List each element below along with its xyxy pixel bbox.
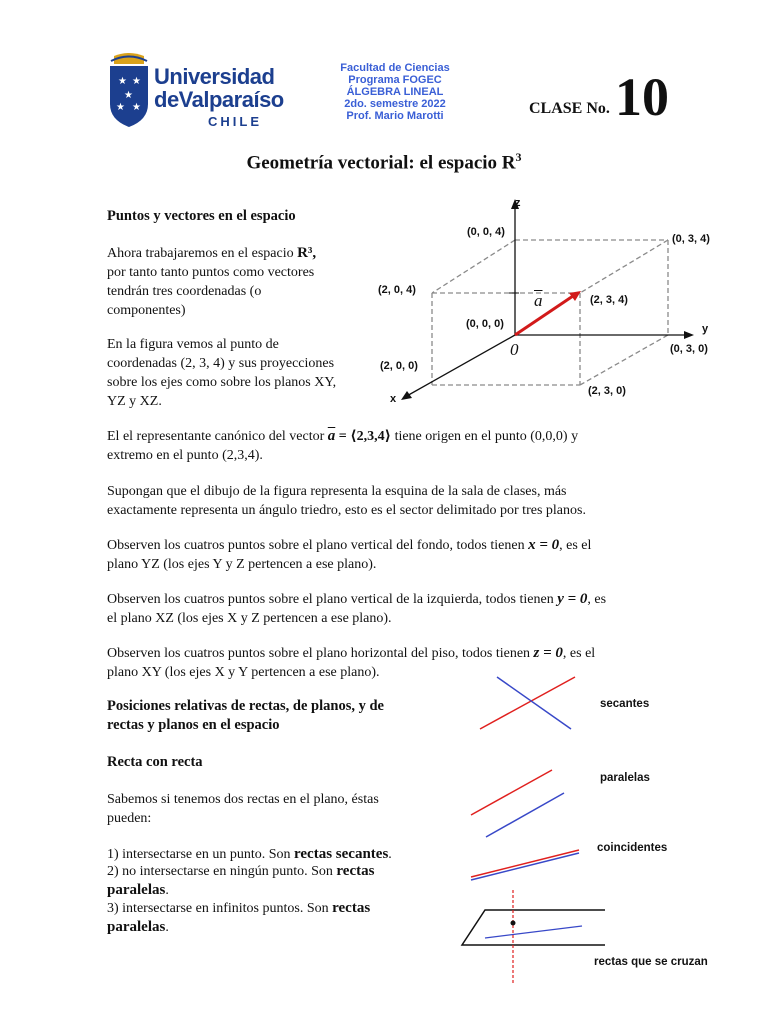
paragraph-intro: Ahora trabajaremos en el espacio R³, por tanto tanto puntos como vectores tendrán tres coordenadas (o componentes) — [107, 245, 317, 318]
section-heading: Posiciones relativas de rectas, de planos, y de rectas y planos en el espacio — [107, 698, 384, 733]
axis-y-label: y — [702, 323, 709, 335]
faculty-line: ÁLGEBRA LINEAL — [346, 86, 444, 98]
plane-shape — [462, 910, 605, 945]
svg-text:★: ★ — [124, 90, 133, 101]
paragraph-canonical: El el representante canónico del vector $\overline{a}$ = ⟨2,3,4⟩ tiene origen en el punto (0,0,0) y extremo en el punto (2,3,4). — [107, 428, 579, 463]
section-heading: Puntos y vectores en el espacio — [107, 208, 296, 224]
axis-x-label: x — [390, 393, 397, 405]
svg-text:★: ★ — [118, 76, 127, 87]
point-label: (0, 3, 0) — [670, 343, 708, 355]
page-title — [0, 150, 768, 174]
paragraph-plane-yz: Observen los cuatros puntos sobre el plano vertical del fondo, todos tienen x = 0, es el plano YZ (los ejes Y y Z pertencen a ese plano). — [107, 537, 592, 572]
point-label: (0, 0, 4) — [467, 226, 505, 238]
figure-label-paralelas: paralelas — [600, 772, 650, 784]
svg-text:★: ★ — [132, 102, 141, 113]
figure-label-coincidentes: coincidentes — [597, 842, 668, 854]
paragraph-corner: Supongan que el dibujo de la figura representa la esquina de la sala de clases, más exactamente representa un ángulo triedro, esto es el sector delimitado por tres planos. — [107, 484, 586, 518]
point-label: (2, 3, 4) — [590, 294, 628, 306]
clase-number: 10 — [615, 67, 669, 127]
point-label: (0, 3, 4) — [672, 233, 710, 245]
faculty-line: Facultad de Ciencias — [340, 62, 450, 74]
point-label: (0, 0, 0) — [466, 318, 504, 330]
point-label: (2, 0, 4) — [378, 284, 416, 296]
list-item: 1) intersectarse en un punto. Son rectas secantes. — [107, 846, 392, 862]
paragraph-lines-intro: Sabemos si tenemos dos rectas en el plano, éstas pueden: — [107, 792, 379, 826]
point-label: (2, 0, 0) — [380, 360, 418, 372]
paragraph-plane-xy: Observen los cuatros puntos sobre el plano horizontal del piso, todos tienen z = 0, es el plano XY (los ejes X y Y pertencen a ese plano). — [107, 645, 596, 680]
vector-a-label: $\overline{a}$ — [534, 291, 543, 310]
figure-label-secantes: secantes — [600, 698, 650, 710]
coincident-red-line — [471, 850, 579, 877]
figure-line-positions — [455, 665, 605, 985]
point-label: (2, 3, 0) — [588, 385, 626, 397]
list-item: 3) intersectarse en infinitos puntos. Son rectas paralelas. — [107, 900, 371, 935]
faculty-line: 2do. semestre 2022 — [344, 98, 446, 110]
subsection-heading: Recta con recta — [107, 754, 203, 770]
axis-z-label: z — [515, 197, 521, 209]
faculty-line: Prof. Mario Marotti — [346, 110, 444, 122]
page-title-sup: 3 — [515, 150, 522, 164]
origin-label: 0 — [510, 340, 519, 359]
paragraph-plane-xz: Observen los cuatros puntos sobre el plano vertical de la izquierda, todos tienen y = 0, es el plano XZ (los ejes X y Z pertencen a ese plano). — [107, 591, 607, 626]
clase-label: CLASE No. — [529, 100, 610, 117]
faculty-info — [320, 62, 470, 122]
page-title-text: Geometría vectorial: el espacio R — [246, 152, 516, 174]
svg-text:★: ★ — [116, 102, 125, 113]
figure-label-cruzan: rectas que se cruzan — [594, 956, 708, 968]
university-logo — [108, 52, 284, 132]
university-name-line1: Universidad — [154, 64, 275, 89]
list-item: 2) no intersectarse en ningún punto. Son rectas paralelas. — [107, 863, 375, 898]
university-name-line2: deValparaíso — [154, 87, 284, 112]
faculty-line: Programa FOGEC — [348, 74, 442, 86]
figure-3d-box — [370, 195, 750, 415]
skew-blue-line — [485, 926, 582, 938]
coincident-blue-line — [471, 853, 579, 880]
university-shield-icon — [108, 52, 150, 128]
university-country: CHILE — [208, 114, 262, 129]
parallel-red-line — [471, 770, 552, 815]
skew-intersection-dot — [511, 921, 516, 926]
paragraph-figure: En la figura vemos al punto de coordenadas (2, 3, 4) y sus proyecciones sobre los ejes como sobre los planos XY, YZ y XZ. — [107, 337, 337, 409]
svg-text:★: ★ — [132, 76, 141, 87]
